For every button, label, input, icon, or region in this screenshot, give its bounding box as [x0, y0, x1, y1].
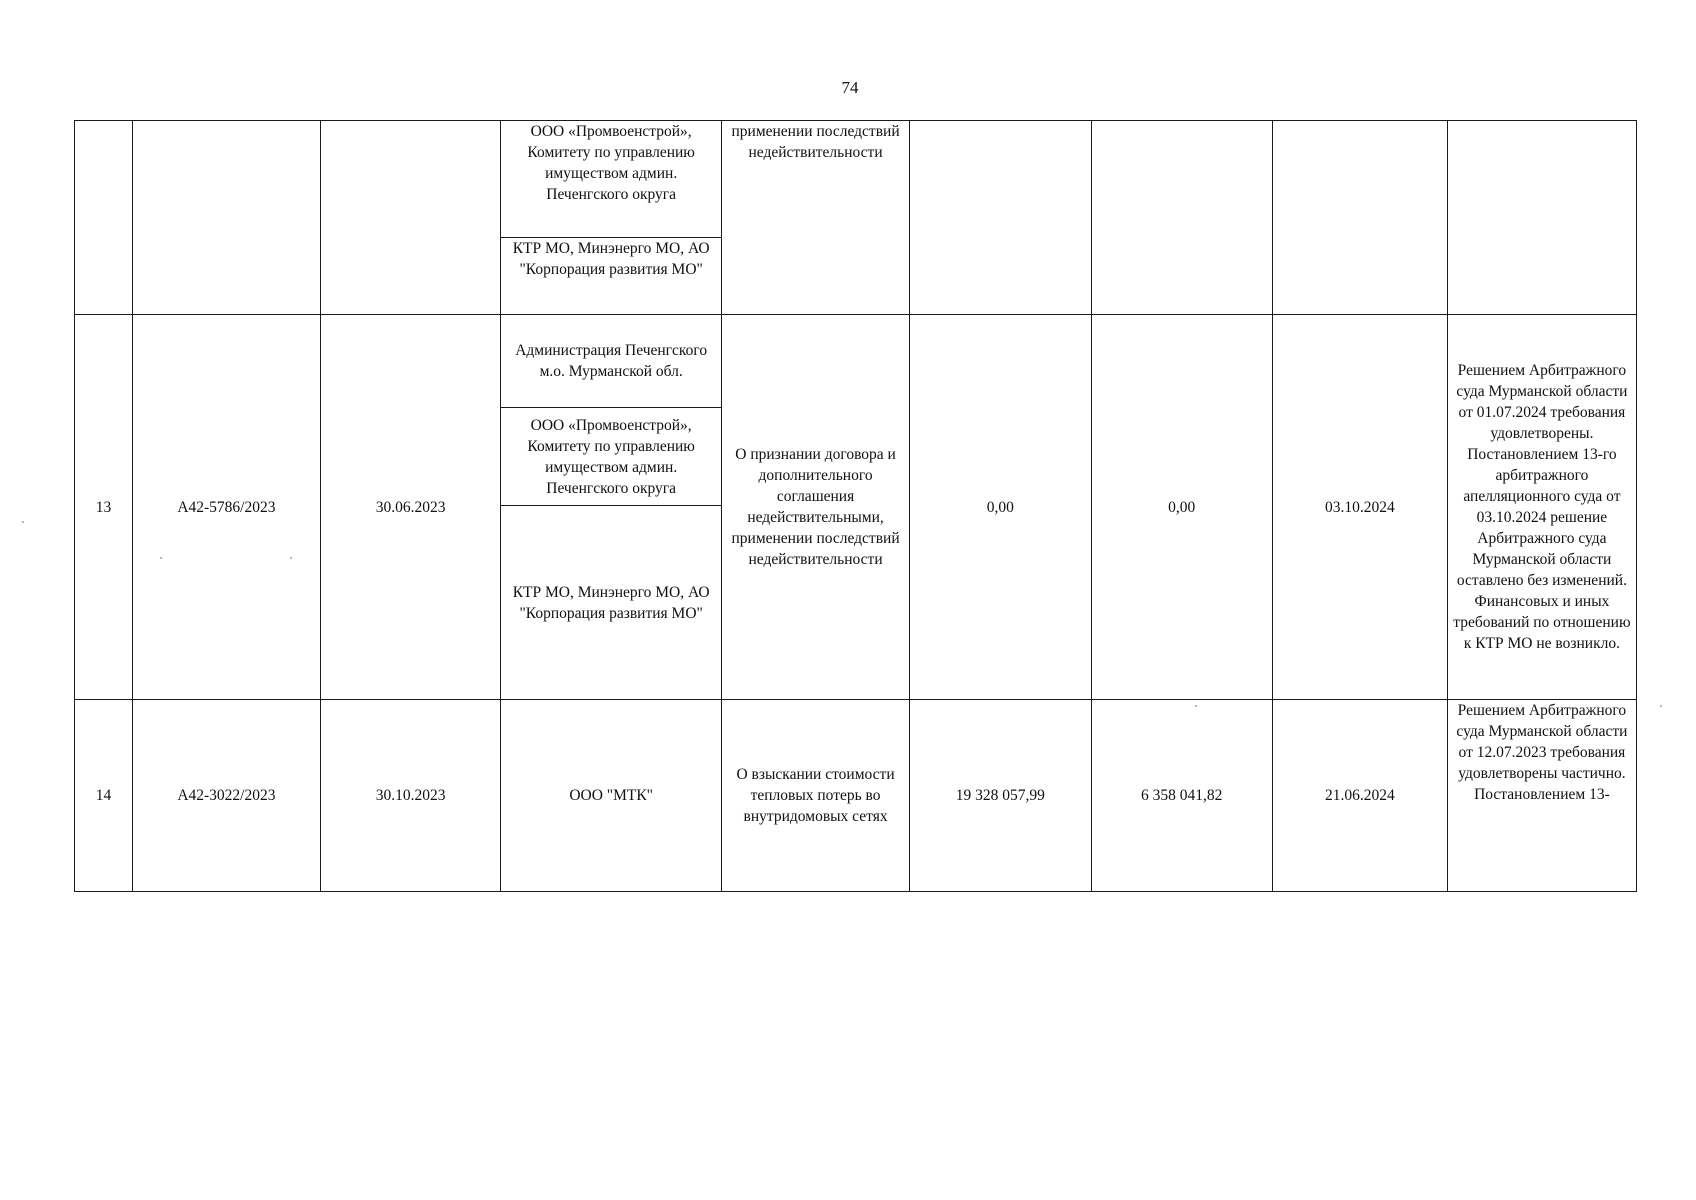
- cell-filing-date: 30.06.2023: [320, 315, 500, 700]
- cell-num: [75, 121, 133, 315]
- court-cases-table: [74, 120, 1637, 892]
- cell-case-number: А42-3022/2023: [132, 700, 320, 892]
- cell-party: ООО «Промвоенстрой», Комитету по управлению имуществом админ. Печенгского округа: [501, 408, 722, 506]
- cell-party: ООО «Промвоенстрой», Комитету по управлению имуществом админ. Печенгского округа: [501, 121, 722, 238]
- cell-party: ООО "МТК": [501, 700, 722, 892]
- scan-speck: [22, 521, 24, 523]
- table-row: [75, 700, 1637, 892]
- cell-subject: О признании договора и дополнительного соглашения недействительными, применении последствий недействительности: [722, 315, 910, 700]
- scan-speck: [160, 557, 162, 559]
- page-number: 74: [841, 78, 859, 97]
- cell-result: [1447, 121, 1636, 315]
- cell-awarded-amount: 6 358 041,82: [1091, 700, 1272, 892]
- cell-party: Администрация Печенгского м.о. Мурманской обл.: [501, 315, 722, 408]
- cell-party: КТР МО, Минэнерго МО, АО "Корпорация развития МО": [501, 238, 722, 315]
- cell-party: КТР МО, Минэнерго МО, АО "Корпорация развития МО": [501, 506, 722, 700]
- scan-speck: [1660, 705, 1662, 707]
- cell-filing-date: 30.10.2023: [320, 700, 500, 892]
- cell-subject: О взыскании стоимости тепловых потерь во внутридомовых сетях: [722, 700, 910, 892]
- scan-speck: [290, 557, 292, 559]
- cell-case-number: А42-5786/2023: [132, 315, 320, 700]
- cell-case-number: [132, 121, 320, 315]
- cell-decision-date: [1272, 121, 1447, 315]
- cell-result: Решением Арбитражного суда Мурманской области от 12.07.2023 требования удовлетворены частично. Постановлением 13-: [1447, 700, 1636, 892]
- cell-awarded-amount: 0,00: [1091, 315, 1272, 700]
- cell-awarded-amount: [1091, 121, 1272, 315]
- cell-filing-date: [320, 121, 500, 315]
- cell-claim-amount: 19 328 057,99: [910, 700, 1091, 892]
- continuation-row: [75, 121, 1637, 238]
- cell-decision-date: 21.06.2024: [1272, 700, 1447, 892]
- scan-speck: [1195, 705, 1197, 707]
- cell-num: 14: [75, 700, 133, 892]
- table-row: [75, 315, 1637, 408]
- cell-claim-amount: 0,00: [910, 315, 1091, 700]
- cell-num: 13: [75, 315, 133, 700]
- cell-decision-date: 03.10.2024: [1272, 315, 1447, 700]
- cell-result: Решением Арбитражного суда Мурманской области от 01.07.2024 требования удовлетворены. Постановлением 13-го арбитражного апелляционного суда от 03.10.2024 решение Арбитражного суда Мурманской области оставлено без изменений. Финансовых и иных требований по отношению к КТР МО не возникло.: [1447, 315, 1636, 700]
- cell-subject: применении последствий недействительности: [722, 121, 910, 315]
- cell-claim-amount: [910, 121, 1091, 315]
